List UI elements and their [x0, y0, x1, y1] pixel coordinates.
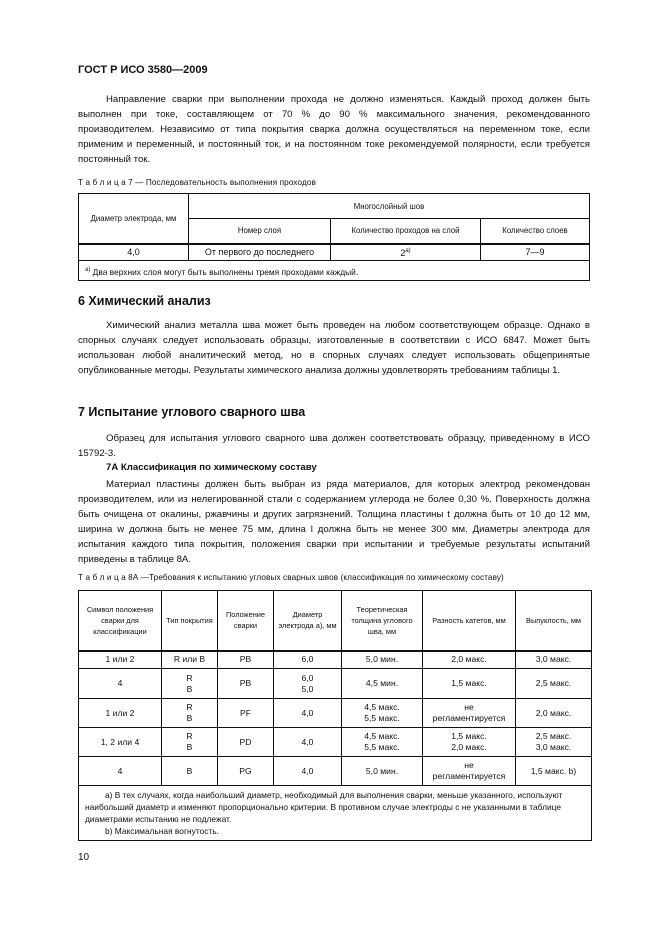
- col-header-diameter: Диаметр электрода, мм: [79, 194, 189, 244]
- cell: 2,0 макс.: [423, 651, 516, 669]
- cell: 2,0 макс.: [516, 699, 592, 728]
- cell: 1 или 2: [79, 651, 162, 669]
- section6-text: Химический анализ металла шва может быть проведен на любом соответствующем образце. Однако в спорных случаях следует использовать образцы, изготовленные в соответствии с ИСО 6847. Может быть использован любой аналитический метод, но в спорных случаях следует использовать общепринятые опубликованные методы. Результаты химического анализа должны удовлетворять требованиям таблицы 1.: [78, 320, 590, 376]
- table-row: [79, 669, 592, 699]
- table-row: [79, 651, 592, 669]
- cell: От первого до последнего: [189, 244, 331, 261]
- cell: 4,5 макс. 5,5 макс.: [342, 728, 423, 757]
- cell: 1,5 макс.: [423, 669, 516, 699]
- col-header: Символ положения сварки для классификации: [79, 591, 162, 651]
- col-header-layer: Номер слоя: [189, 219, 331, 244]
- section7a-title: 7А Классификация по химическому составу: [106, 462, 317, 473]
- section7a-text: Материал пластины должен быть выбран из ряда материалов, для которых электрод рекомендован производителем, или из нелегированной стали с содержанием углерода не более 0,30 %. Поверхность должна быть очищена от окалины, ржавчины и других загрязнений. Толщина пластины t должна быть от 10 до 12 мм, ширина w должна быть не менее 75 мм, длина l должна быть не менее 300 мм. Диаметры электрода для испытания каждого типа покрытия, положения сварки при испытании и требуемые результаты испытаний приведены в таблице 8А.: [78, 479, 590, 565]
- table8a-caption: Т а б л и ц а 8А —Требования к испытанию угловых сварных швов (классификация по химическому составу): [78, 573, 504, 582]
- col-header-multilayer: Многослойный шов: [189, 194, 590, 219]
- table7-caption: Т а б л и ц а 7 — Последовательность выполнения проходов: [78, 178, 316, 187]
- section6-title: 6 Химический анализ: [78, 294, 211, 308]
- cell: 1,5 макс. b): [516, 757, 592, 786]
- cell: B: [162, 757, 218, 786]
- section7-text: Образец для испытания углового сварного шва должен соответствовать образцу, приведенному в ИСО 15792-3.: [78, 433, 590, 459]
- cell: 5,0 мин.: [342, 757, 423, 786]
- cell: 1, 2 или 4: [79, 728, 162, 757]
- table8a-footnotes: [79, 786, 592, 841]
- cell: 4,0: [274, 699, 342, 728]
- col-header-passes: Количество проходов на слой: [331, 219, 481, 244]
- cell: 1 или 2: [79, 699, 162, 728]
- table-row: [79, 699, 592, 728]
- cell: 4: [79, 669, 162, 699]
- cell: 4,0: [274, 728, 342, 757]
- cell: PB: [218, 669, 274, 699]
- cell: 4,5 мин.: [342, 669, 423, 699]
- table7: [78, 193, 590, 281]
- col-header: Тип покрытия: [162, 591, 218, 651]
- cell: 1,5 макс. 2,0 макс.: [423, 728, 516, 757]
- footnote-b: b) Максимальная вогнутость.: [105, 826, 219, 836]
- table-row: [79, 244, 590, 261]
- footnote-a: а) В тех случаях, когда наибольший диаметр, необходимый для выполнения сварки, меньше указанного, используют наибольший диаметр и изменяют пропорционально критерии. В противном случае электроды с не указанными в таблице диаметрами испытанию не подлежат.: [85, 790, 563, 824]
- cell: PG: [218, 757, 274, 786]
- cell: $2^{а)}$: [331, 244, 481, 261]
- cell: 4,0: [79, 244, 189, 261]
- cell: не регламентируется: [423, 699, 516, 728]
- document-header: ГОСТ Р ИСО 3580—2009: [78, 64, 208, 76]
- cell: R B: [162, 669, 218, 699]
- col-header: Выпуклость, мм: [516, 591, 592, 651]
- col-header-layers: Количество слоев: [481, 219, 590, 244]
- table-row: [79, 757, 592, 786]
- cell: 4: [79, 757, 162, 786]
- col-header: Разность катетов, мм: [423, 591, 516, 651]
- cell: 2,5 макс.: [516, 669, 592, 699]
- table8a: [78, 590, 592, 841]
- cell: 3,0 макс.: [516, 651, 592, 669]
- cell: 2,5 макс. 3,0 макс.: [516, 728, 592, 757]
- cell: R B: [162, 699, 218, 728]
- cell: 7—9: [481, 244, 590, 261]
- col-header: Положение сварки: [218, 591, 274, 651]
- cell: 4,5 макс. 5,5 макс.: [342, 699, 423, 728]
- table7-footnote: $^{а)}$ Два верхних слоя могут быть выполнены тремя проходами каждый.: [79, 260, 590, 281]
- cell: R B: [162, 728, 218, 757]
- paragraph-text: Направление сварки при выполнении прохода не должно изменяться. Каждый проход должен быть выполнен при токе, составляющем от 70 % до 90 % максимального значения, рекомендованного производителем. Независимо от типа покрытия сварка должна осуществляться на переменном токе, если применим и переменный, и постоянный ток, и на постоянном токе рекомендуемой полярности, если требуется постоянный ток.: [78, 94, 590, 165]
- paragraph: [78, 92, 590, 167]
- cell: PD: [218, 728, 274, 757]
- section7-title: 7 Испытание углового сварного шва: [78, 405, 306, 419]
- table-row: [79, 728, 592, 757]
- cell: 6,0: [274, 651, 342, 669]
- cell: 5,0 мин.: [342, 651, 423, 669]
- cell: 4,0: [274, 757, 342, 786]
- cell: R или B: [162, 651, 218, 669]
- col-header: Теоретическая толщина углового шва, мм: [342, 591, 423, 651]
- page-number: 10: [78, 852, 90, 863]
- cell: PB: [218, 651, 274, 669]
- cell: 6,0 5,0: [274, 669, 342, 699]
- cell: не регламентируется: [423, 757, 516, 786]
- cell: PF: [218, 699, 274, 728]
- col-header: Диаметр электрода а), мм: [274, 591, 342, 651]
